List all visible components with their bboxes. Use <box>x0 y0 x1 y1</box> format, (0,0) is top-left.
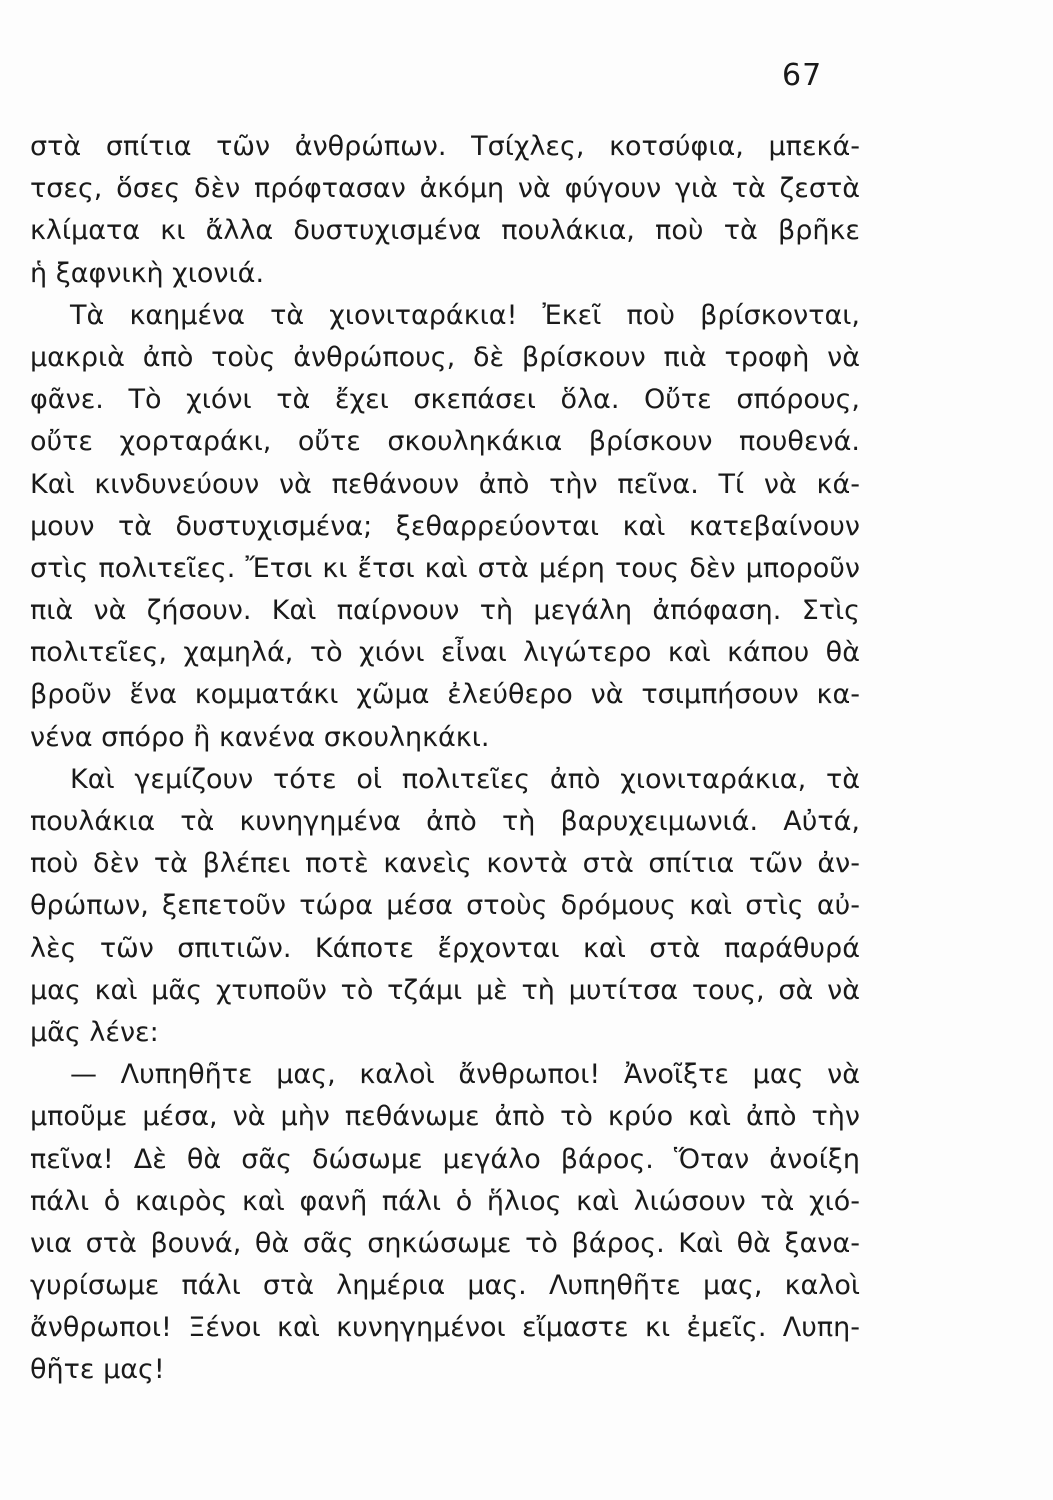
text-line: οὔτε χορταράκι, οὔτε σκουληκάκια βρίσκουν πουθενά. <box>30 426 860 458</box>
text-line: ποὺ δὲν τὰ βλέπει ποτὲ κανεὶς κοντὰ στὰ σπίτια τῶν ἀν- <box>30 848 860 880</box>
text-line: φᾶνε. Τὸ χιόνι τὰ ἔχει σκεπάσει ὅλα. Οὔτε σπόρους, <box>30 384 860 416</box>
text-line: θῆτε μας! <box>30 1354 165 1386</box>
text-line: μουν τὰ δυστυχισμένα; ξεθαρρεύονται καὶ κατεβαίνουν <box>30 510 860 542</box>
text-line: Τὰ καημένα τὰ χιονιταράκια! Ἐκεῖ ποὺ βρίσκονται, <box>70 299 860 331</box>
body-text <box>30 126 860 1392</box>
text-line: μακριὰ ἀπὸ τοὺς ἀνθρώπους, δὲ βρίσκουν πιὰ τροφὴ νὰ <box>30 341 860 373</box>
text-line: πεῖνα! Δὲ θὰ σᾶς δώσωμε μεγάλο βάρος. Ὅταν ἀνοίξη <box>30 1143 860 1175</box>
text-line: πολιτεῖες, χαμηλά, τὸ χιόνι εἶναι λιγώτερο καὶ κάπου θὰ <box>30 637 860 669</box>
text-line: βροῦν ἕνα κομματάκι χῶμα ἐλεύθερο νὰ τσιμπήσουν κα- <box>30 679 860 711</box>
text-line: μποῦμε μέσα, νὰ μὴν πεθάνωμε ἀπὸ τὸ κρύο καὶ ἀπὸ τὴν <box>30 1101 860 1133</box>
text-line: πιὰ νὰ ζήσουν. Καὶ παίρνουν τὴ μεγάλη ἀπόφαση. Στὶς <box>30 595 860 627</box>
text-line: κλίματα κι ἄλλα δυστυχισμένα πουλάκια, ποὺ τὰ βρῆκε <box>30 215 860 247</box>
text-line: γυρίσωμε πάλι στὰ λημέρια μας. Λυπηθῆτε μας, καλοὶ <box>30 1270 860 1302</box>
text-line: πάλι ὁ καιρὸς καὶ φανῆ πάλι ὁ ἥλιος καὶ λιώσουν τὰ χιό- <box>30 1185 860 1217</box>
text-line: τσες, ὅσες δὲν πρόφτασαν ἀκόμη νὰ φύγουν γιὰ τὰ ζεστὰ <box>30 173 860 205</box>
text-line: νένα σπόρο ἢ κανένα σκουληκάκι. <box>30 721 490 753</box>
text-line: ἄνθρωποι! Ξένοι καὶ κυνηγημένοι εἴμαστε κι ἐμεῖς. Λυπη- <box>30 1312 860 1344</box>
text-line: θρώπων, ξεπετοῦν τώρα μέσα στοὺς δρόμους καὶ στὶς αὐ- <box>30 890 860 922</box>
text-line: — Λυπηθῆτε μας, καλοὶ ἄνθρωποι! Ἀνοῖξτε μας νὰ <box>70 1059 860 1091</box>
text-line: Καὶ γεμίζουν τότε οἱ πολιτεῖες ἀπὸ χιονιταράκια, τὰ <box>70 763 860 795</box>
text-line: πουλάκια τὰ κυνηγημένα ἀπὸ τὴ βαρυχειμωνιά. Αὐτά, <box>30 806 860 837</box>
page-number: 67 <box>782 58 823 93</box>
text-line: στὶς πολιτεῖες. Ἔτσι κι ἔτσι καὶ στὰ μέρη τους δὲν μποροῦν <box>30 552 860 584</box>
text-line: στὰ σπίτια τῶν ἀνθρώπων. Τσίχλες, κοτσύφια, μπεκά- <box>30 131 860 162</box>
text-line: νια στὰ βουνά, θὰ σᾶς σηκώσωμε τὸ βάρος. Καὶ θὰ ξανα- <box>30 1227 860 1259</box>
text-line: ἡ ξαφνικὴ χιονιά. <box>30 257 265 289</box>
text-line: λὲς τῶν σπιτιῶν. Κάποτε ἔρχονται καὶ στὰ παράθυρά <box>30 932 860 964</box>
text-line: μᾶς λένε: <box>30 1016 159 1048</box>
text-line: Καὶ κινδυνεύουν νὰ πεθάνουν ἀπὸ τὴν πεῖνα. Τί νὰ κά- <box>30 468 860 500</box>
text-line: μας καὶ μᾶς χτυποῦν τὸ τζάμι μὲ τὴ μυτίτσα τους, σὰ νὰ <box>30 974 860 1006</box>
